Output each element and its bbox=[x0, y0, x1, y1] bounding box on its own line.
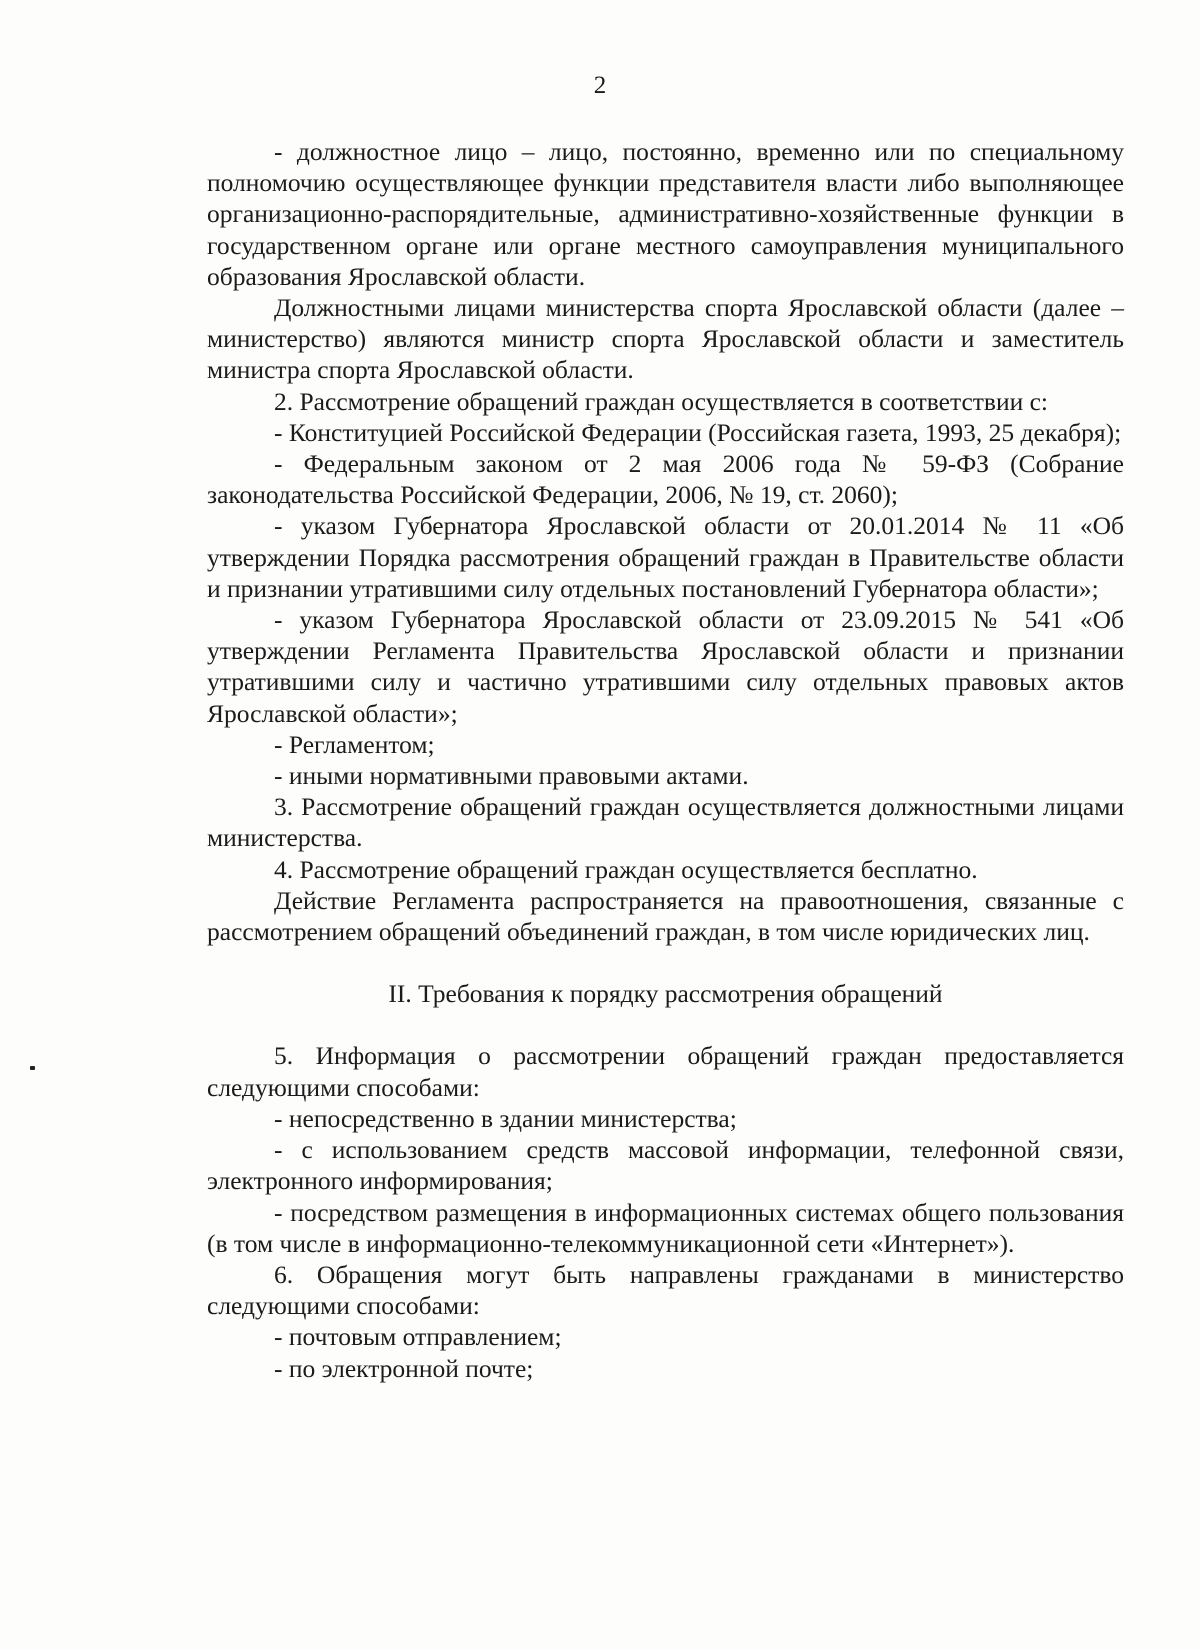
section-heading: II. Требования к порядку рассмотрения обращений bbox=[388, 979, 943, 1009]
document-body bbox=[207, 136, 1124, 1384]
list-item-constitution: - Конституцией Российской Федерации (Российская газета, 1993, 25 декабря); bbox=[274, 417, 1122, 447]
paragraph-item-4: 4. Рассмотрение обращений граждан осуществляется бесплатно. bbox=[274, 854, 978, 884]
list-item-in-building: - непосредственно в здании министерства; bbox=[274, 1103, 737, 1133]
paragraph-item-6: 6. Обращения могут быть направлены гражданами в министерство следующими способами: bbox=[207, 1259, 1124, 1321]
paragraph-official-definition: - должностное лицо – лицо, постоянно, временно или по специальному полномочию осуществляющее функции представителя власти либо выполняющее организационно-распорядительные, административно-хозяйственные функции в государственном органе или органе местного самоуправления муниципального образования Ярославской области. bbox=[207, 137, 1124, 291]
paragraph-officials-of-ministry: Должностными лицами министерства спорта Ярославской области (далее – министерство) являются министр спорта Ярославской области и заместитель министра спорта Ярославской области. bbox=[207, 293, 1124, 385]
list-item-postal: - почтовым отправлением; bbox=[274, 1322, 562, 1352]
list-item-other-acts: - иными нормативными правовыми актами. bbox=[274, 761, 749, 791]
list-item-decree-2014: - указом Губернатора Ярославской области от 20.01.2014 № 11 «Об утверждении Порядка рассмотрения обращений граждан в Правительстве области и признании утратившими силу отдельных постановлений Губернатора области»; bbox=[207, 511, 1124, 603]
list-item-federal-law: - Федеральным законом от 2 мая 2006 года № 59-ФЗ (Собрание законодательства Российской Федерации, 2006, № 19, ст. 2060); bbox=[207, 449, 1124, 510]
paragraph-item-3: 3. Рассмотрение обращений граждан осуществляется должностными лицами министерства. bbox=[207, 792, 1124, 853]
list-item-information-systems: - посредством размещения в информационных системах общего пользования (в том числе в информационно-телекоммуникационной сети «Интернет»). bbox=[207, 1197, 1124, 1258]
scan-artifact-dot bbox=[30, 1066, 35, 1070]
list-item-media: - с использованием средств массовой информации, телефонной связи, электронного информирования; bbox=[207, 1135, 1124, 1196]
page-number: 2 bbox=[593, 72, 607, 99]
paragraph-item-2: 2. Рассмотрение обращений граждан осуществляется в соответствии с: bbox=[274, 386, 1049, 416]
list-item-email: - по электронной почте; bbox=[274, 1353, 534, 1383]
paragraph-scope: Действие Регламента распространяется на правоотношения, связанные с рассмотрением обращений объединений граждан, в том числе юридических лиц. bbox=[207, 885, 1124, 947]
paragraph-item-5: 5. Информация о рассмотрении обращений граждан предоставляется следующими способами: bbox=[207, 1041, 1124, 1102]
list-item-regulation: - Регламентом; bbox=[274, 729, 435, 759]
list-item-decree-2015: - указом Губернатора Ярославской области от 23.09.2015 № 541 «Об утверждении Регламента Правительства Ярославской области и признании утратившими силу и частично утратившими силу отдельных правовых актов Ярославской области»; bbox=[207, 605, 1124, 728]
